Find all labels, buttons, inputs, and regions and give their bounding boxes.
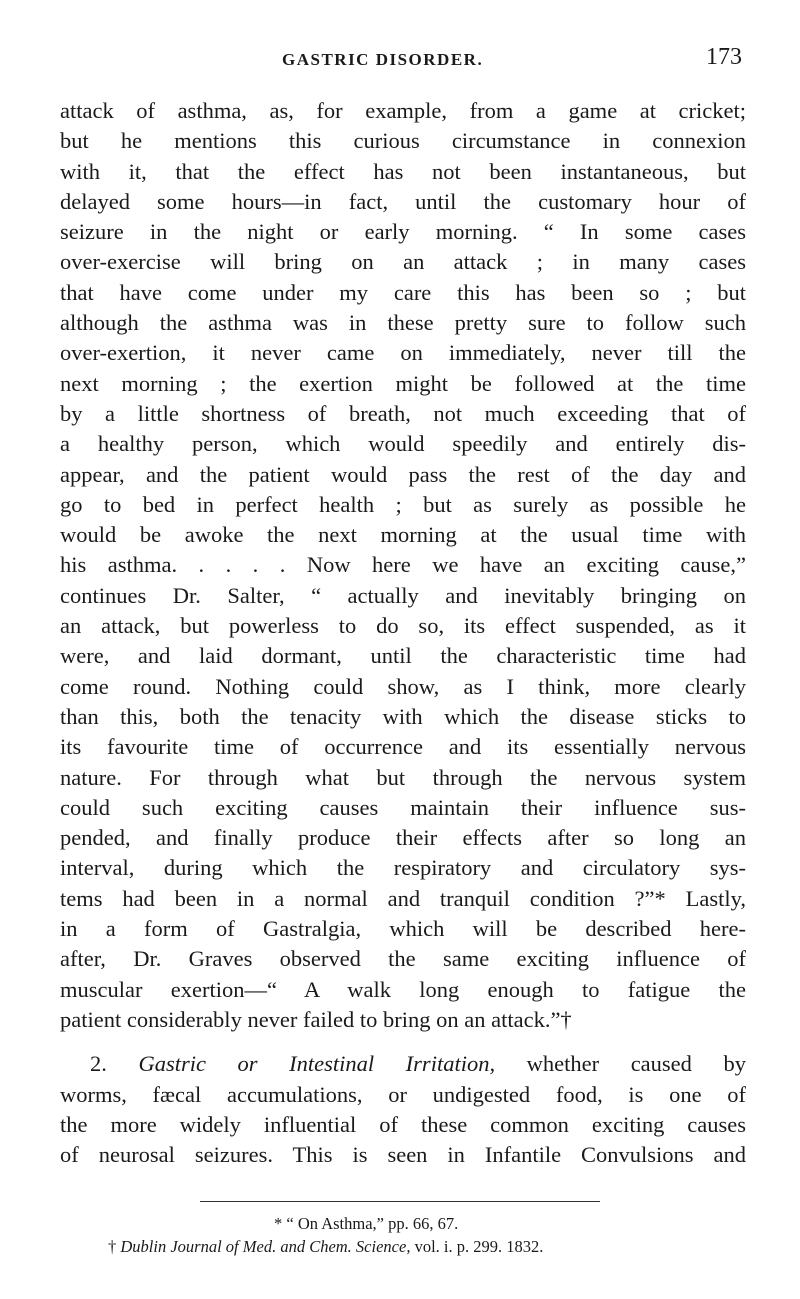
text-line: that have come under my care this has been so ; but [60,279,746,305]
text-line: appear, and the patient would pass the rest of the day and [60,461,746,487]
text-line: after, Dr. Graves observed the same exciting influence of [60,946,746,972]
text-line: its favourite time of occurrence and its essentially nervous [60,734,746,760]
text-line: in a form of Gastralgia, which will be described here- [60,916,746,942]
text-line: nature. For through what but through the nervous system [60,764,746,790]
text-line: the more widely influential of these common exciting causes [60,1111,746,1137]
text-line: muscular exertion—“ A walk long enough to fatigue the [60,976,746,1002]
text-line: of neurosal seizures. This is seen in Infantile Convulsions and [60,1142,746,1168]
text-fragment: whether caused by [526,1051,746,1077]
text-line: tems had been in a normal and tranquil condition ?”* Lastly, [60,885,746,911]
text-line: attack of asthma, as, for example, from a game at cricket; [60,98,746,123]
text-line: a healthy person, which would speedily and entirely dis- [60,431,746,457]
footnote-citation: vol. i. p. 299. 1832. [414,1237,544,1256]
paragraph-number: 2. [90,1051,107,1077]
text-line: go to bed in perfect health ; but as surely as possible he [60,491,746,517]
footnote-2 [60,1235,746,1258]
paragraph-gap [60,1035,746,1049]
text-line: over-exertion, it never came on immediately, never till the [60,340,746,366]
footnote-rule [200,1201,600,1202]
text-line: next morning ; the exertion might be followed at the time [60,370,746,396]
section-heading-italic: Gastric or Intestinal Irritation, [138,1051,496,1077]
text-line: with it, that the effect has not been instantaneous, but [60,158,746,184]
running-title: GASTRIC DISORDER. [282,50,484,69]
text-line: an attack, but powerless to do so, its effect suspended, as it [60,613,746,639]
text-line: seizure in the night or early morning. “ In some cases [60,219,746,245]
footnote-1: * “ On Asthma,” pp. 66, 67. [274,1214,459,1233]
text-line: continues Dr. Salter, “ actually and inevitably bringing on [60,582,746,608]
paragraph-2-first-line [60,1049,746,1079]
text-line: delayed some hours—in fact, until the customary hour of [60,188,746,214]
text-line: could such exciting causes maintain their influence sus- [60,794,746,820]
body-text [60,96,746,1170]
text-line: worms, fæcal accumulations, or undigested food, is one of [60,1081,746,1107]
text-line: would be awoke the next morning at the usual time with [60,522,746,548]
text-line: his asthma. . . . . Now here we have an exciting cause,” [60,552,746,578]
footnotes [60,1212,746,1258]
text-line: but he mentions this curious circumstance in connexion [60,128,746,154]
text-line: although the asthma was in these pretty sure to follow such [60,310,746,336]
journal-title-italic: Dublin Journal of Med. and Chem. Science, [120,1237,411,1256]
text-line: pended, and finally produce their effects after so long an [60,825,746,851]
footnote-mark: † [108,1237,117,1256]
running-head [60,44,750,78]
text-line: by a little shortness of breath, not much exceeding that of [60,400,746,426]
text-line: come round. Nothing could show, as I think, more clearly [60,673,746,699]
text-line: than this, both the tenacity with which the disease sticks to [60,703,746,729]
text-line: over-exercise will bring on an attack ; in many cases [60,249,746,275]
page-number: 173 [706,44,742,70]
text-line: patient considerably never failed to bring on an attack.”† [60,1006,572,1032]
text-line: were, and laid dormant, until the characteristic time had [60,643,746,669]
text-line: interval, during which the respiratory and circulatory sys- [60,855,746,881]
